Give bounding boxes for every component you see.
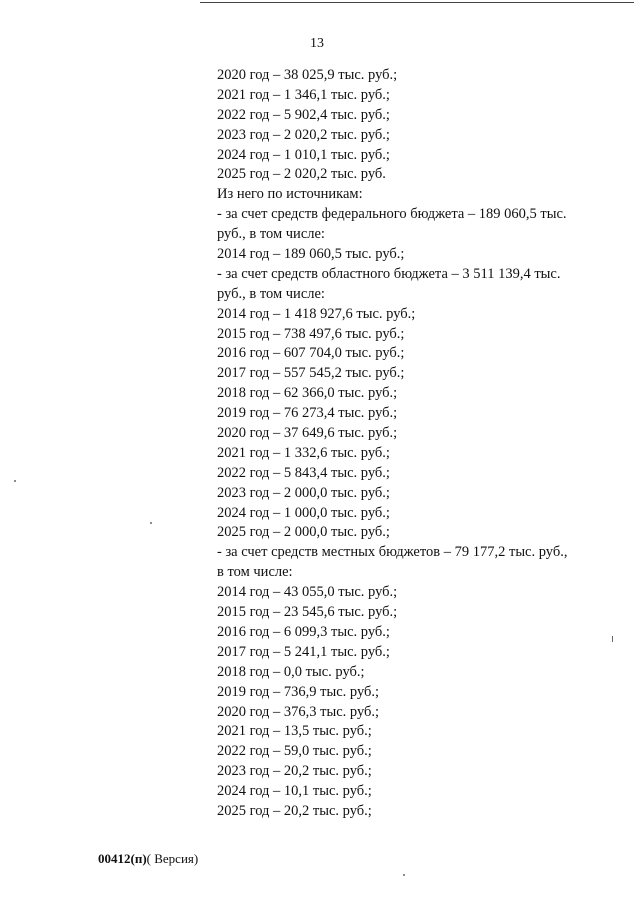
text-line: 2016 год – 607 704,0 тыс. руб.; [217,345,405,362]
text-line: руб., в том числе: [217,226,325,243]
text-line: 2019 год – 736,9 тыс. руб.; [217,683,380,700]
text-line: 2018 год – 62 366,0 тыс. руб.; [217,385,398,402]
scan-top-border [200,2,634,3]
text-line: 2016 год – 6 099,3 тыс. руб.; [217,623,390,640]
text-line: 2014 год – 189 060,5 тыс. руб.; [217,246,405,263]
document-body [217,66,597,822]
text-line: 2017 год – 5 241,1 тыс. руб.; [217,643,390,660]
document-footer [98,851,198,867]
scan-speck [612,636,613,642]
text-line: 2020 год – 38 025,9 тыс. руб.; [217,67,398,83]
text-line: 2022 год – 5 843,4 тыс. руб.; [217,464,390,481]
text-line: 2015 год – 738 497,6 тыс. руб.; [217,325,405,342]
text-line: в том числе: [217,564,293,581]
text-line: 2021 год – 13,5 тыс. руб.; [217,723,372,740]
text-line: 2023 год – 20,2 тыс. руб.; [217,763,372,780]
text-line: 2022 год – 59,0 тыс. руб.; [217,743,372,760]
text-line: 2015 год – 23 545,6 тыс. руб.; [217,604,398,621]
text-line: Из него по источникам: [217,186,363,203]
text-line: 2020 год – 376,3 тыс. руб.; [217,703,380,720]
text-line: 2017 год – 557 545,2 тыс. руб.; [217,365,405,382]
text-line: - за счет средств областного бюджета – 3 511 139,4 тыс. [217,265,561,282]
text-line: - за счет средств федерального бюджета – 189 060,5 тыс. [217,206,567,223]
text-line: руб., в том числе: [217,285,325,302]
text-line: 2019 год – 76 273,4 тыс. руб.; [217,405,398,422]
text-line: 2020 год – 37 649,6 тыс. руб.; [217,425,398,442]
text-line: 2014 год – 43 055,0 тыс. руб.; [217,584,398,601]
scan-speck [14,480,16,482]
text-line: 2022 год – 5 902,4 тыс. руб.; [217,106,390,123]
document-version: ( Версия) [146,851,199,866]
scan-speck [403,874,405,876]
document-code: 00412(п) [98,851,147,866]
text-line: 2025 год – 2 000,0 тыс. руб.; [217,524,390,541]
text-line: 2018 год – 0,0 тыс. руб.; [217,663,365,680]
text-line: 2023 год – 2 020,2 тыс. руб.; [217,126,390,143]
text-line: 2025 год – 2 020,2 тыс. руб. [217,166,386,183]
text-line: 2024 год – 1 000,0 тыс. руб.; [217,504,390,521]
text-line: 2025 год – 20,2 тыс. руб.; [217,802,372,819]
text-line: 2024 год – 1 010,1 тыс. руб.; [217,146,390,163]
text-line: 2014 год – 1 418 927,6 тыс. руб.; [217,305,416,322]
scan-speck [150,522,152,524]
text-line: 2023 год – 2 000,0 тыс. руб.; [217,484,390,501]
text-line: 2021 год – 1 332,6 тыс. руб.; [217,444,390,461]
text-line: 2024 год – 10,1 тыс. руб.; [217,783,372,800]
page-number: 13 [310,36,324,51]
text-line: 2021 год – 1 346,1 тыс. руб.; [217,86,390,103]
text-line: - за счет средств местных бюджетов – 79 177,2 тыс. руб., [217,544,568,561]
